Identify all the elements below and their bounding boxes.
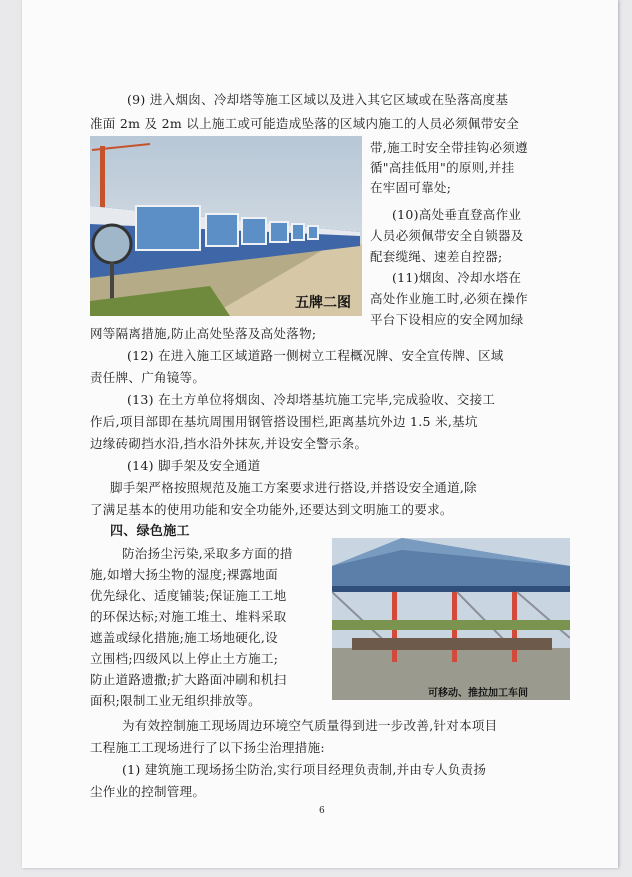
photo-caption: 五牌二图 xyxy=(295,295,351,311)
paragraph-line: 在牢固可靠处; xyxy=(370,180,452,195)
paragraph-line: 立围档;四级风以上停止土方施工; xyxy=(90,651,279,666)
paragraph-line: 了满足基本的使用功能和安全功能外,还要达到文明施工的要求。 xyxy=(90,502,453,517)
paragraph-line: (9) 进入烟囱、冷却塔等施工区域以及进入其它区域或在坠落高度基 xyxy=(127,92,509,107)
paragraph-line: 优先绿化、适度铺装;保证施工工地 xyxy=(90,588,287,603)
paragraph-line: 防治扬尘污染,采取多方面的措 xyxy=(122,546,293,561)
page-number: 6 xyxy=(319,806,325,816)
photo-caption: 可移动、推拉加工车间 xyxy=(428,688,528,699)
paragraph-line: 平台下设相应的安全网加绿 xyxy=(370,312,524,327)
paragraph-line: 责任牌、广角镜等。 xyxy=(90,370,206,385)
paragraph-line: 施,如增大扬尘物的湿度;裸露地面 xyxy=(90,567,278,582)
paragraph-line: 的环保达标;对施工堆土、堆料采取 xyxy=(90,609,287,624)
paragraph-line: 防止道路遗撒;扩大路面冲刷和机扫 xyxy=(90,672,287,687)
paragraph-line: 准面 2m 及 2m 以上施工或可能造成坠落的区域内施工的人员必须佩带安全 xyxy=(90,116,520,131)
paragraph-line: 网等隔离措施,防止高处坠落及高处落物; xyxy=(90,326,317,341)
paragraph-line: 工程施工工现场进行了以下扬尘治理措施: xyxy=(90,740,325,755)
paragraph-line: 带,施工时安全带挂钩必须遵 xyxy=(370,140,528,155)
photo-workshop xyxy=(332,538,570,700)
paragraph-line: 循"高挂低用"的原则,并挂 xyxy=(370,160,515,175)
paragraph-line: (10)高处垂直登高作业 xyxy=(392,207,522,222)
section-heading: 四、绿色施工 xyxy=(110,524,190,539)
paragraph-line: 脚手架严格按照规范及施工方案要求进行搭设,并搭设安全通道,除 xyxy=(110,480,477,495)
workshop-image xyxy=(332,538,570,700)
paragraph-line: 边缘砖砌挡水沿,挡水沿外抹灰,并设安全警示条。 xyxy=(90,436,368,451)
paragraph-line: 尘作业的控制管理。 xyxy=(90,784,206,799)
paragraph-line: (12) 在进入施工区域道路一侧树立工程概况牌、安全宣传牌、区域 xyxy=(127,348,504,363)
paragraph-line: 人员必须佩带安全自锁器及 xyxy=(370,228,524,243)
paragraph-line: 高处作业施工时,必须在操作 xyxy=(370,291,528,306)
paragraph-line: (1) 建筑施工现场扬尘防治,实行项目经理负责制,并由专人负责扬 xyxy=(122,762,487,777)
signboards-image xyxy=(90,136,362,316)
paragraph-line: 配套缆绳、速差自控器; xyxy=(370,249,503,264)
paragraph-line: (11)烟囱、冷却水塔在 xyxy=(392,270,522,285)
document-page xyxy=(22,0,618,868)
paragraph-line: 面积;限制工业无组织排放等。 xyxy=(90,693,261,708)
paragraph-line: 为有效控制施工现场周边环境空气质量得到进一步改善,针对本项目 xyxy=(122,718,498,733)
paragraph-line: (13) 在土方单位将烟囱、冷却塔基坑施工完毕,完成验收、交接工 xyxy=(127,392,496,407)
paragraph-line: 作后,项目部即在基坑周围用钢管搭设围栏,距离基坑外边 1.5 米,基坑 xyxy=(90,414,478,429)
paragraph-line: (14) 脚手架及安全通道 xyxy=(127,458,261,473)
photo-signboards xyxy=(90,136,362,316)
paragraph-line: 遮盖或绿化措施;施工场地硬化,设 xyxy=(90,630,278,645)
